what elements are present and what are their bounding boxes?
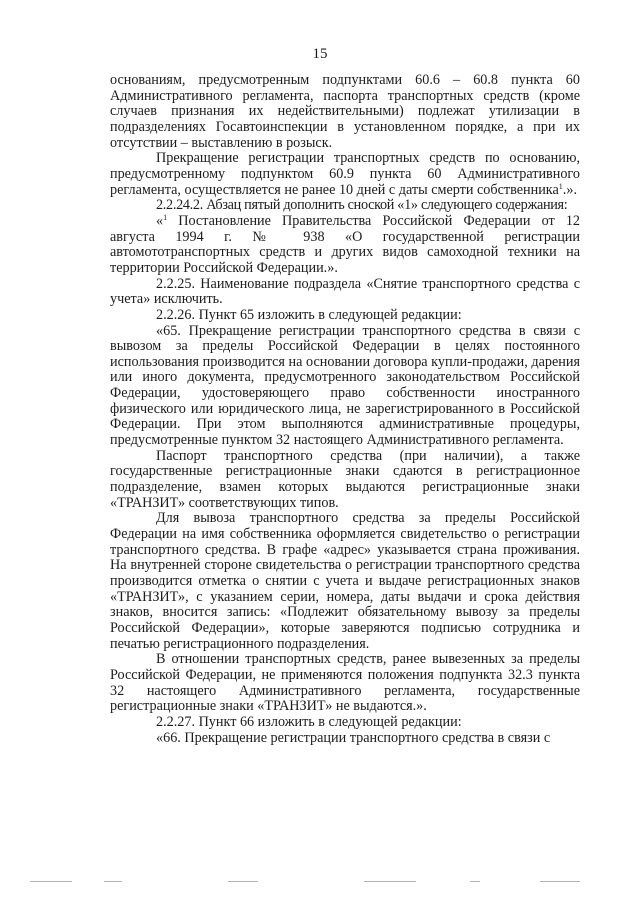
paragraph-text: Прекращение регистрации транспортных средств по основанию, предусмотренному подпунктом 60.9 пункта 60 Административного регламента, осуществляется не ранее 10 дней с даты смерти собственника [110,150,580,198]
paragraph: 2.2.27. Пункт 66 изложить в следующей редакции: [156,713,462,730]
page-number: 15 [312,46,328,62]
document-body [110,73,580,746]
footnote-text [110,214,580,277]
paragraph: «65. Прекращение регистрации транспортного средства в связи с вывозом за пределы Российской Федерации в целях постоянного использования производится на основании договора купли-продажи, дарения или иного документа, предусмотренного законодательством Российской Федерации, удостоверяющего право собственности иностранного физического или юридического лица, не зарегистрированного в Российской Федерации. При этом выполняются административные процедуры, предусмотренные пунктом 32 настоящего Административного регламента. [110,322,580,449]
footnote-ref: 1 [558,181,563,191]
paragraph: В отношении транспортных средств, ранее вывезенных за пределы Российской Федерации, не применяются положения подпункта 32.3 пункта 32 настоящего Административного регламента, государственные регистрационные знаки «ТРАНЗИТ» не выдаются.». [110,651,580,715]
footnote-number: 1 [163,212,168,222]
paragraph: Паспорт транспортного средства (при наличии), а также государственные регистрационные знаки сдаются в регистрационное подразделение, взамен которых выдаются регистрационные знаки «ТРАНЗИТ» соответствующих типов. [110,447,580,511]
scan-artifacts [0,878,640,888]
paragraph: Для вывоза транспортного средства за пределы Российской Федерации на имя собственника оформляется свидетельство о регистрации транспортного средства. В графе «адрес» указывается страна проживания. На внутренней стороне свидетельства о регистрации транспортного средства производится отметка о снятии с учета и выдаче регистрационных знаков «ТРАНЗИТ», с указанием серии, номера, даты выдачи и срока действия знаков, вносится запись: «Подлежит обязательному вывозу за пределы Российской Федерации», которые заверяются подписью сотрудника и печатью регистрационного подразделения. [110,510,580,652]
quote-mark: « [156,212,164,229]
paragraph: 2.2.26. Пункт 65 изложить в следующей редакции: [156,306,462,323]
paragraph: «66. Прекращение регистрации транспортного средства в связи с [156,729,551,746]
footnote-body: Постановление Правительства Российской Федерации от 12 августа 1994 г. № 938 «О государственной регистрации автомототранспортных средств и других видов самоходной техники на территории Российской Федерации.». [110,212,581,276]
paragraph: 2.2.25. Наименование подраздела «Снятие транспортного средства с учета» исключить. [110,275,580,308]
paragraph-tail: .». [562,181,577,198]
paragraph: основаниям, предусмотренным подпунктами 60.6 – 60.8 пункта 60 Административного регламента, паспорта транспортных средств (кроме случаев признания их недействительными) подлежат утилизации в подразделениях Госавтоинспекции в установленном порядке, а при их отсутствии – выставлению в розыск. [110,72,580,151]
paragraph [110,151,580,198]
paragraph: 2.2.24.2. Абзац пятый дополнить сноской «1» следующего содержания: [156,197,568,214]
